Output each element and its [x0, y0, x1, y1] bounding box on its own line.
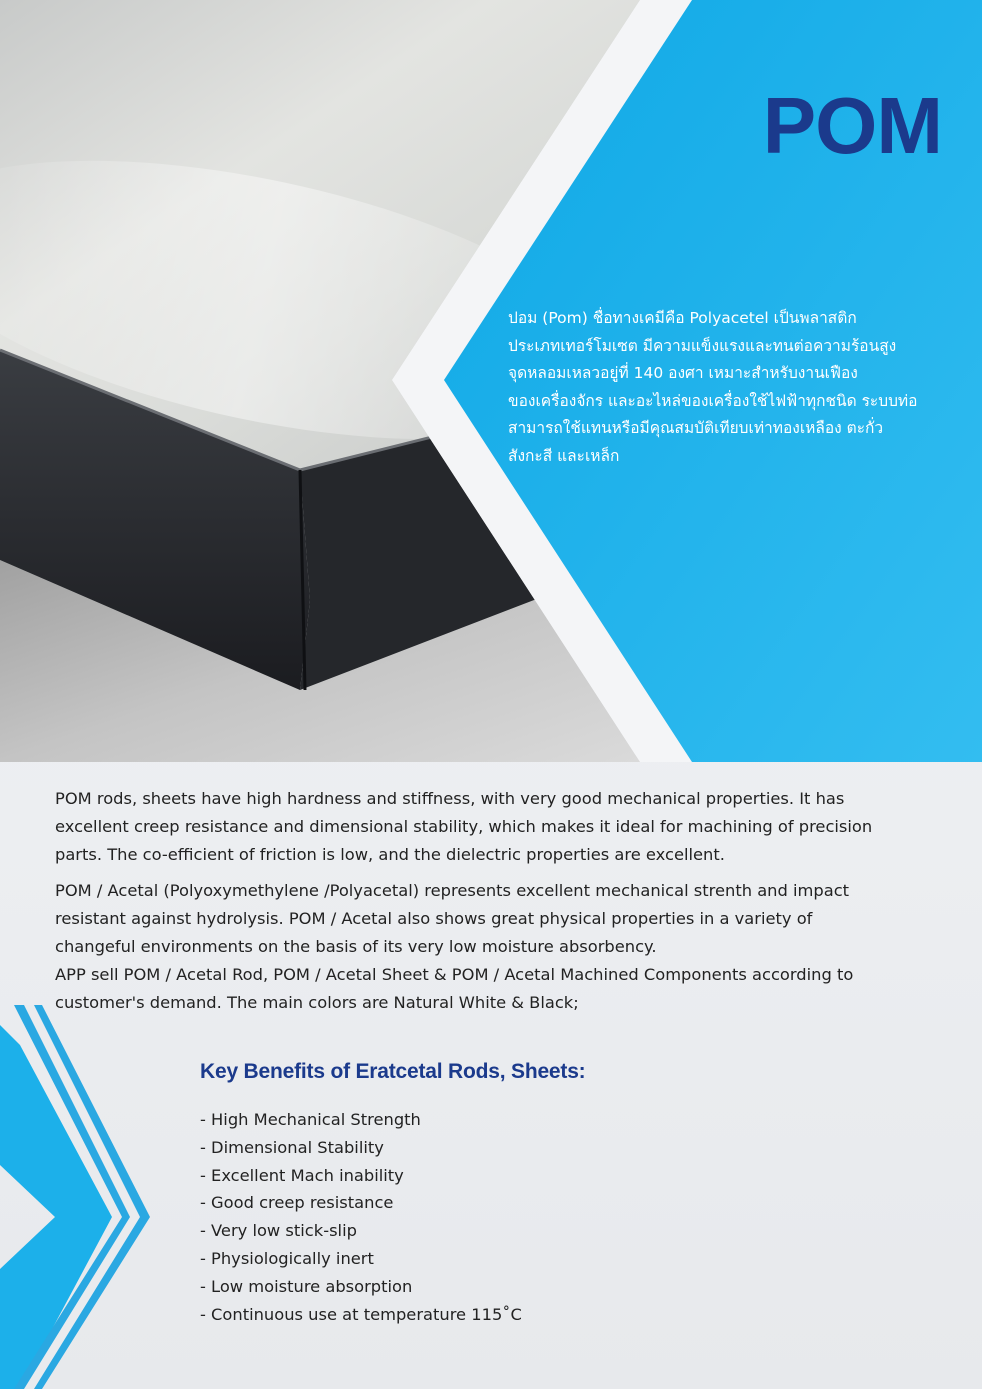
thai-line: ปอม (Pom) ชื่อทางเคมีคือ Polyacetel เป็นพลาสติก [508, 309, 857, 327]
chevron-decoration [0, 1005, 160, 1389]
benefit-item: - Good creep resistance [200, 1193, 394, 1213]
benefit-item: - Very low stick-slip [200, 1221, 357, 1241]
text-line: parts. The co-efficient of friction is low, and the dielectric properties are excellent. [55, 845, 725, 864]
page-title: POM [762, 81, 942, 170]
thai-line: จุดหลอมเหลวอยู่ที่ 140 องศา เหมาะสำหรับงานเฟือง [508, 364, 858, 382]
benefit-item: - Physiologically inert [200, 1248, 374, 1268]
benefit-item: - Low moisture absorption [200, 1276, 413, 1296]
benefit-item: - Dimensional Stability [200, 1137, 384, 1157]
description-paragraph-1 [55, 785, 935, 869]
benefit-item: - Continuous use at temperature 115˚C [200, 1304, 522, 1324]
thai-line: ของเครื่องจักร และอะไหล่ของเครื่องใช้ไฟฟ้าทุกชนิด ระบบท่อ [508, 391, 918, 410]
text-line: APP sell POM / Acetal Rod, POM / Acetal Sheet & POM / Acetal Machined Components according to [55, 965, 854, 984]
text-line: resistant against hydrolysis. POM / Acetal also shows great physical properties in a variety of [55, 909, 813, 928]
thai-description [508, 305, 968, 470]
key-benefits [200, 1060, 900, 1328]
thai-line: ประเภทเทอร์โมเซต มีความแข็งแรงและทนต่อความร้อนสูง [508, 336, 897, 355]
product-description [55, 785, 935, 1017]
text-line: customer's demand. The main colors are Natural White & Black; [55, 993, 579, 1012]
text-line: POM / Acetal (Polyoxymethylene /Polyacetal) represents excellent mechanical strenth and impact [55, 881, 850, 900]
text-line: excellent creep resistance and dimensional stability, which makes it ideal for machining of precision [55, 817, 873, 836]
thai-line: สังกะสี และเหล็ก [508, 446, 620, 465]
description-paragraph-2 [55, 877, 935, 1017]
thai-line: สามารถใช้แทนหรือมีคุณสมบัติเทียบเท่าทองเหลือง ตะกั่ว [508, 419, 884, 437]
text-line: changeful environments on the basis of its very low moisture absorbency. [55, 937, 657, 956]
benefit-item: - Excellent Mach inability [200, 1165, 404, 1185]
benefits-list [200, 1106, 900, 1328]
benefits-heading: Key Benefits of Eratcetal Rods, Sheets: [200, 1060, 586, 1083]
benefit-item: - High Mechanical Strength [200, 1110, 421, 1129]
text-line: POM rods, sheets have high hardness and stiffness, with very good mechanical properties. It has [55, 789, 845, 808]
